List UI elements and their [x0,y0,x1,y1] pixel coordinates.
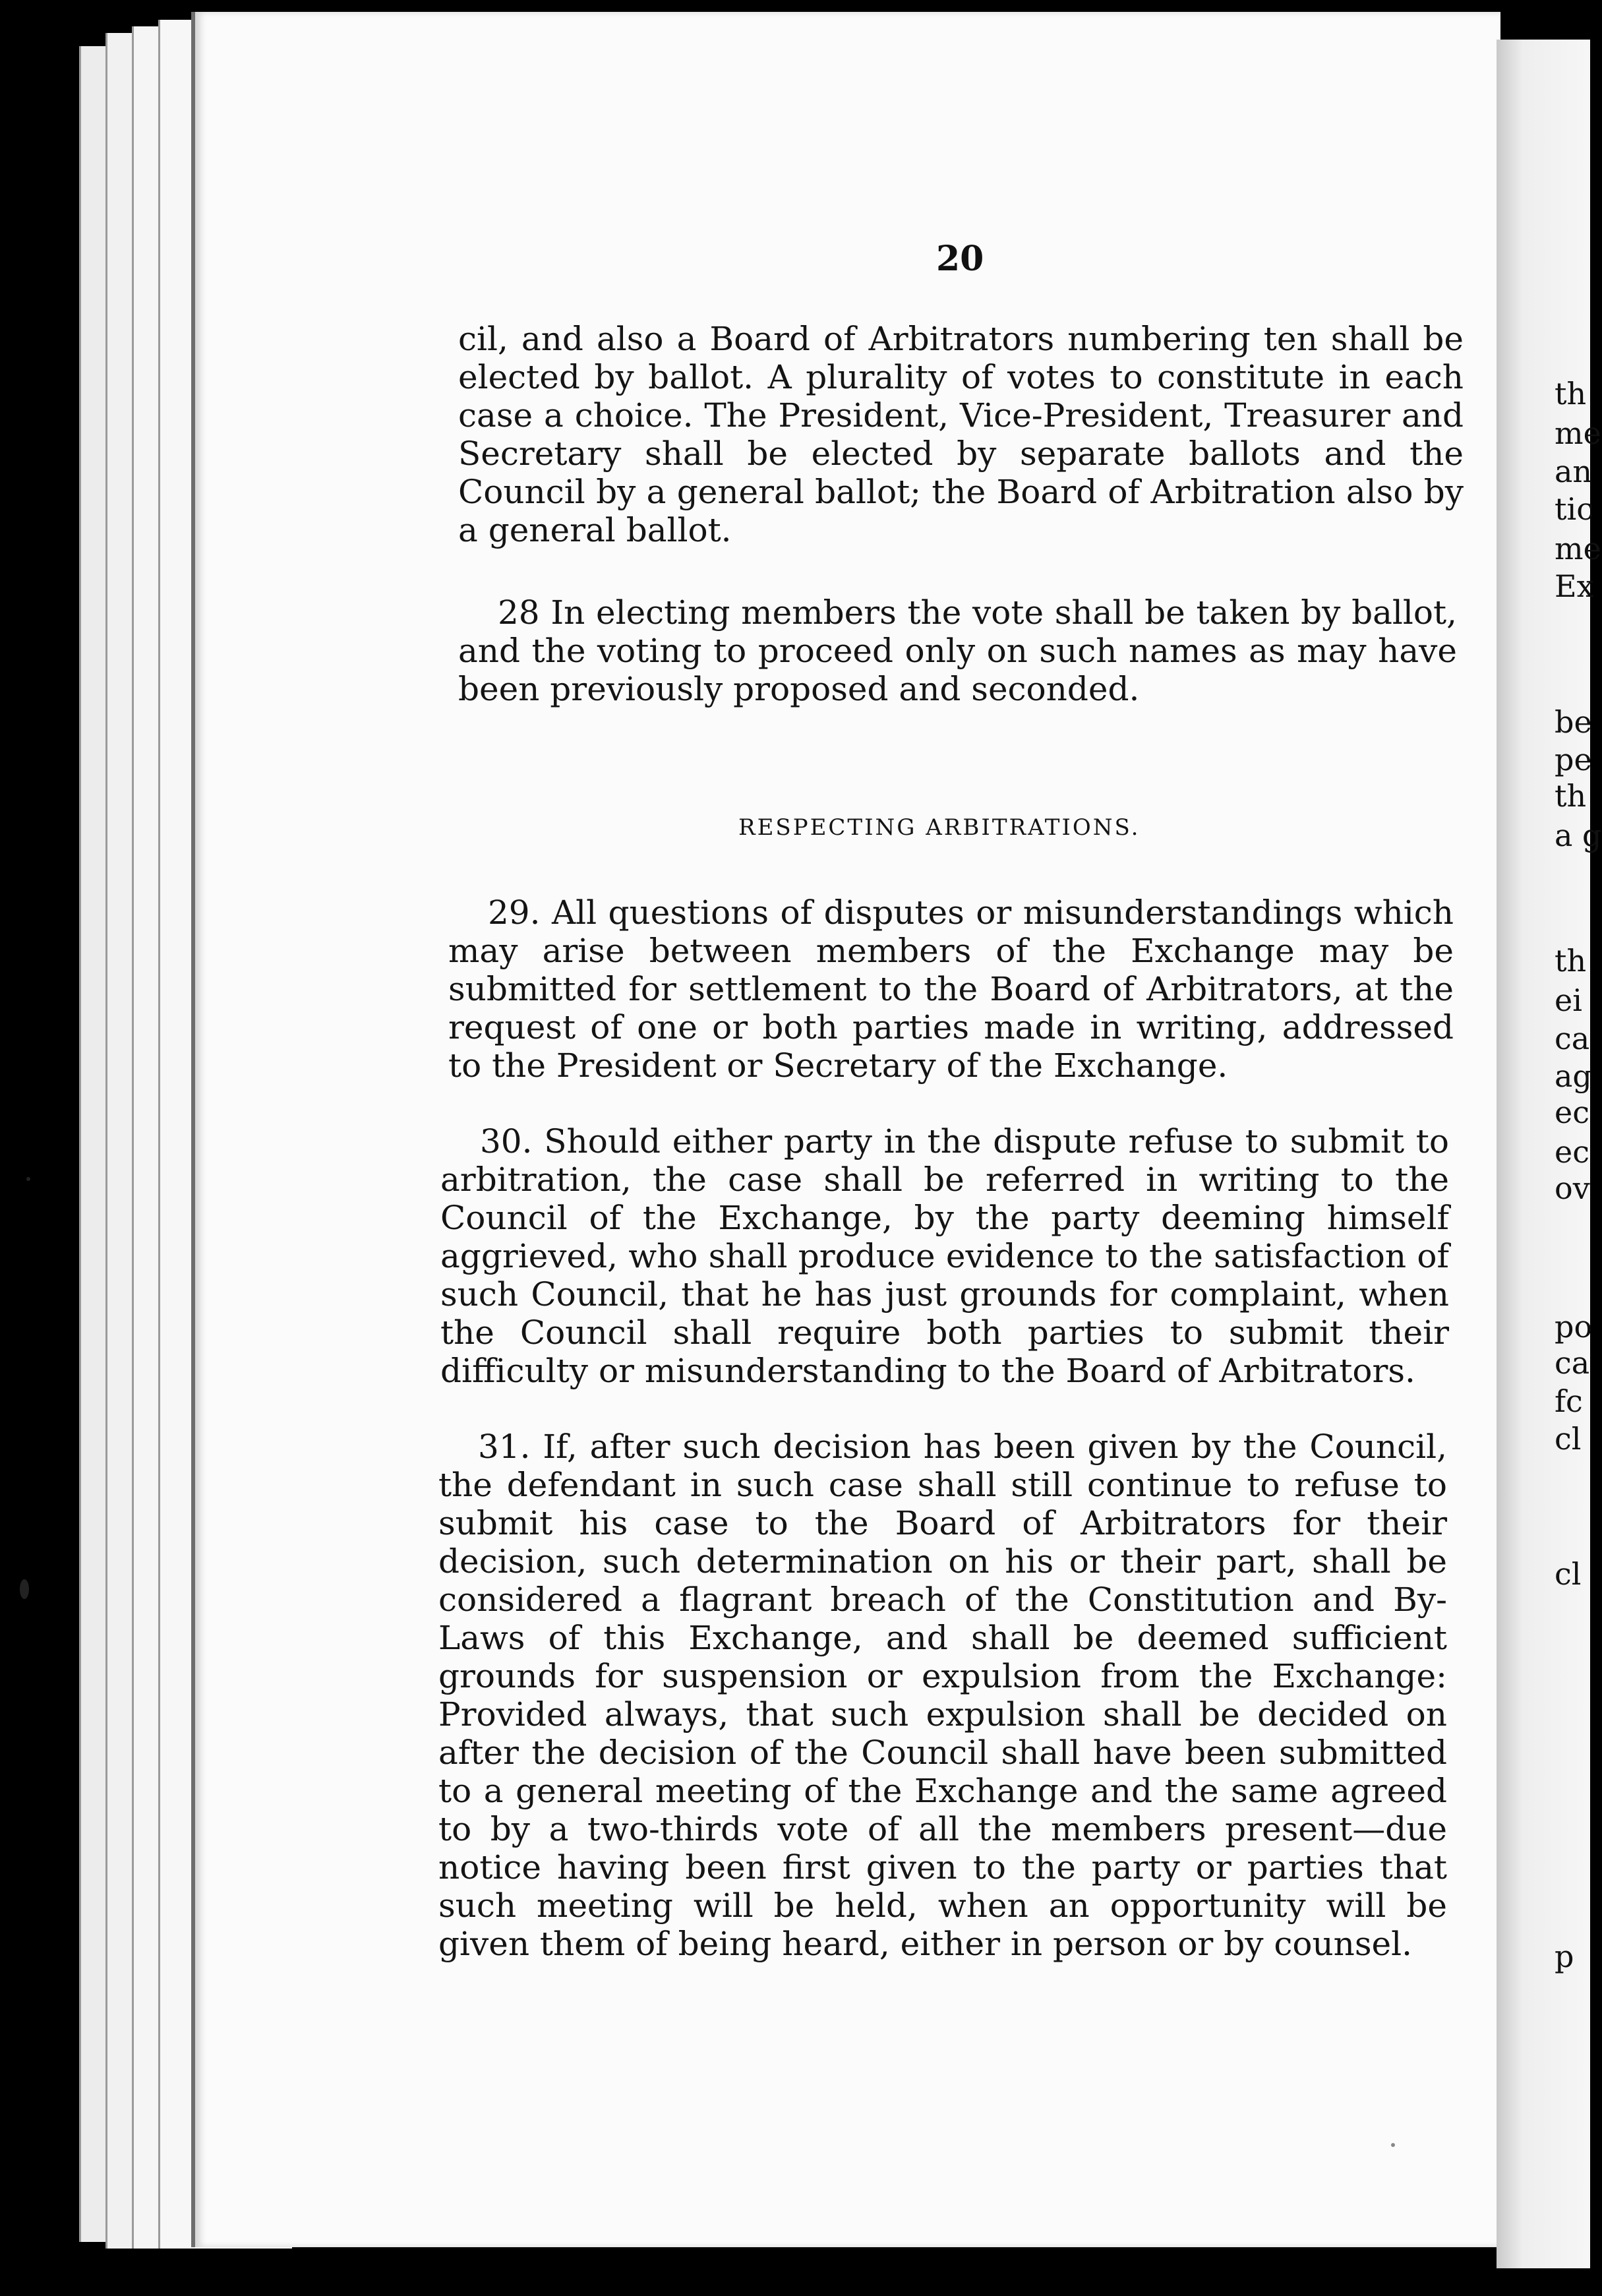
facing-page-fragment: ag [1555,1058,1592,1094]
facing-page-fragment: cl [1555,1556,1582,1592]
facing-page-fragment: be [1555,704,1592,740]
facing-page-fragment: ov [1555,1170,1590,1206]
facing-page-fragment: fc [1555,1383,1583,1419]
page-number: 20 [936,239,984,279]
scan-speck [26,1177,30,1181]
facing-page-fragment: ec [1555,1134,1589,1170]
facing-page-fragment: tic [1555,491,1593,527]
facing-page-fragment: a g [1555,818,1602,853]
facing-page-fragment: pe [1555,742,1592,777]
paragraph-29: 29. All questions of disputes or misunderstandings which may arise between members of the Exchange may be submitted for settlement to the Board of Arbitrators, at the request of one or both parties made in writing, addressed to the President or Secretary of the Exchange. [448,893,1454,1085]
paragraph-28: 28 In electing members the vote shall be taken by ballot, and the voting to proceed only on such names as may have been previously proposed and seconded. [458,593,1457,708]
facing-page-fragment: Ex [1555,568,1594,604]
facing-page-fragment: ca [1555,1021,1590,1056]
facing-page-fragment: ec [1555,1095,1589,1130]
scan-speck [1391,2143,1395,2147]
facing-page-fragment: me [1555,531,1601,566]
paragraph-30: 30. Should either party in the dispute refuse to submit to arbitration, the case shall be referred in writing to the Council of the Exchange, by the party deeming himself aggrieved, who shall produce evidence to the satisfaction of such Council, that he has just grounds for complaint, when the Council shall require both parties to submit their difficulty or misunderstanding to the Board of Arbitrators. [440,1122,1449,1390]
paragraph-26-continued: cil, and also a Board of Arbitrators numbering ten shall be elected by ballot. A plurality of votes to constitute in each case a choice. The President, Vice-President, Treasurer and Secretary shall be elected by separate ballots and the Council by a general ballot; the Board of Arbitration also by a general ballot. [458,320,1464,549]
section-heading: RESPECTING ARBITRATIONS. [738,814,1141,841]
facing-page-fragment: an [1555,454,1593,489]
facing-page-fragment: p [1555,1939,1574,1974]
facing-page-fragment: ei [1555,982,1582,1018]
scan-speck [20,1579,29,1599]
facing-page-fragment: ca [1555,1345,1590,1381]
paragraph-31: 31. If, after such decision has been given by the Council, the defendant in such case shall still continue to refuse to submit his case to the Board of Arbitrators for their decision, such determination on his or their part, shall be considered a flagrant breach of the Constitution and By-Laws of this Exchange, and shall be deemed sufficient grounds for suspension or expulsion from the Exchange: Provided always, that such expulsion shall be decided on after the decision of the Council shall have been submitted to a general meeting of the Exchange and the same agreed to by a two-thirds vote of all the members present—due notice having been first given to the party or parties that such meeting will be held, when an opportunity will be given them of being heard, either in person or by counsel. [438,1428,1447,1963]
facing-page-fragment: th [1555,376,1587,411]
facing-page-fragment: cl [1555,1421,1582,1457]
facing-page-fragment: th [1555,778,1587,814]
facing-page-fragment: me [1555,415,1601,451]
facing-page-fragment: th [1555,943,1587,979]
facing-page-fragment: po [1555,1309,1593,1344]
